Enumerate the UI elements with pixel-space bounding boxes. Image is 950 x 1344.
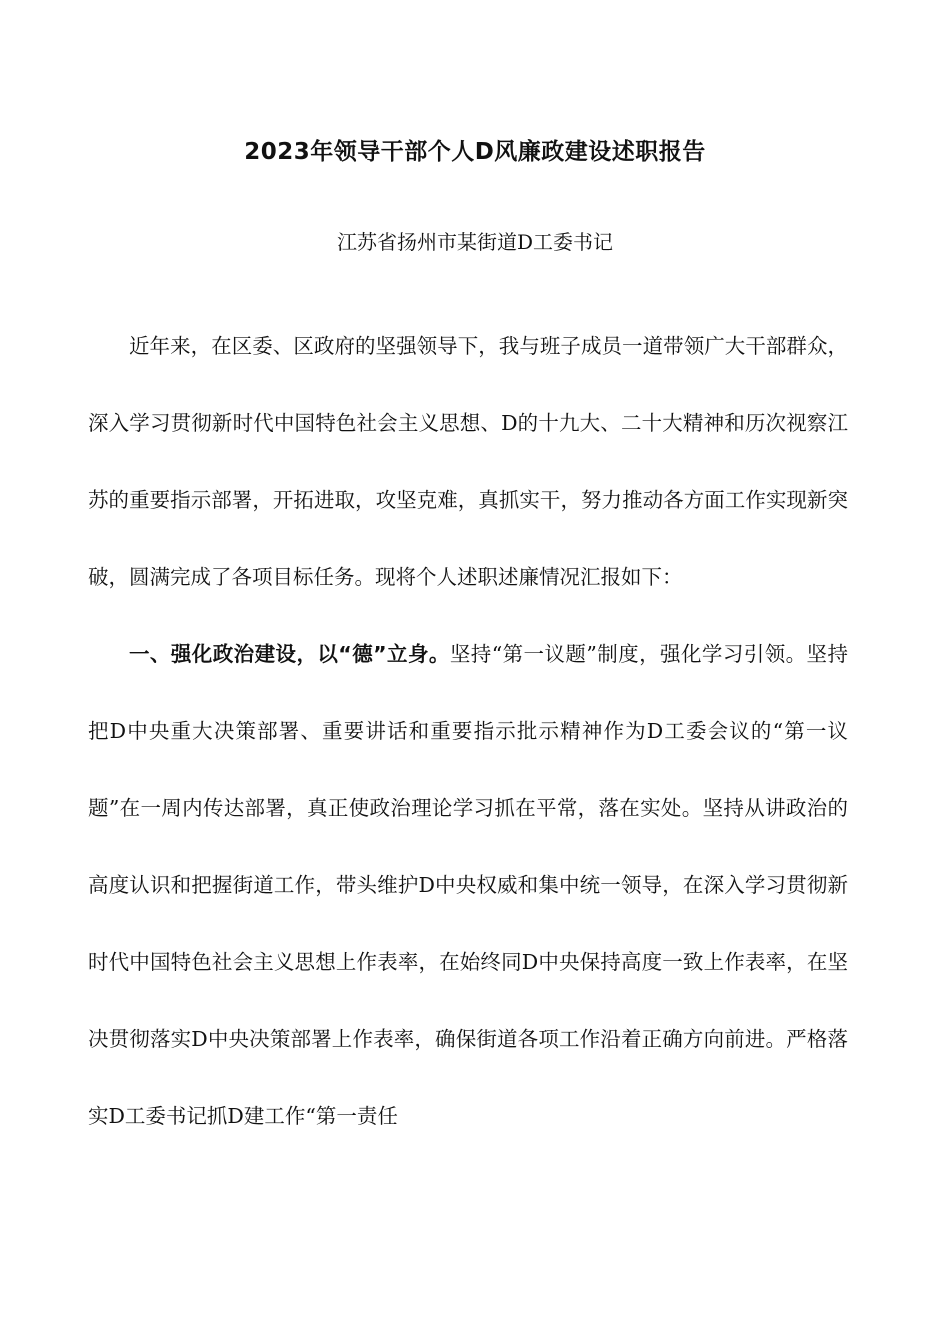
document-author: 江苏省扬州市某街道D工委书记 [336, 230, 614, 254]
document-title: 2023年领导干部个人D风廉政建设述职报告 [244, 139, 706, 165]
section-1-text: 坚持“第一议题”制度，强化学习引领。坚持把D中央重大决策部署、重要讲话和重要指示批示精神作为D工委会议的“第一议题”在一周内传达部署，真正使政治理论学习抓在平常，落在实处。坚持从讲政治的高度认识和把握街道工作，带头维护D中央权威和集中统一领导，在深入学习贯彻新时代中国特色社会主义思想上作表率，在始终同D中央保持高度一致上作表率，在坚决贯彻落实D中央决策部署上作表率，确保街道各项工作沿着正确方向前进。严格落实D工委书记抓D建工作“第一责任 [88, 642, 848, 1128]
paragraph-intro-text: 近年来，在区委、区政府的坚强领导下，我与班子成员一道带领广大干部群众，深入学习贯彻新时代中国特色社会主义思想、D的十九大、二十大精神和历次视察江苏的重要指示部署，开拓进取，攻坚克难，真抓实干，努力推动各方面工作实现新突破，圆满完成了各项目标任务。现将个人述职述廉情况汇报如下： [88, 334, 848, 589]
paragraph-intro [88, 308, 848, 616]
paragraph-section-1 [88, 616, 848, 1155]
section-1-heading: 一、强化政治建设，以“德”立身。 [129, 642, 450, 666]
document-body [88, 308, 848, 1155]
